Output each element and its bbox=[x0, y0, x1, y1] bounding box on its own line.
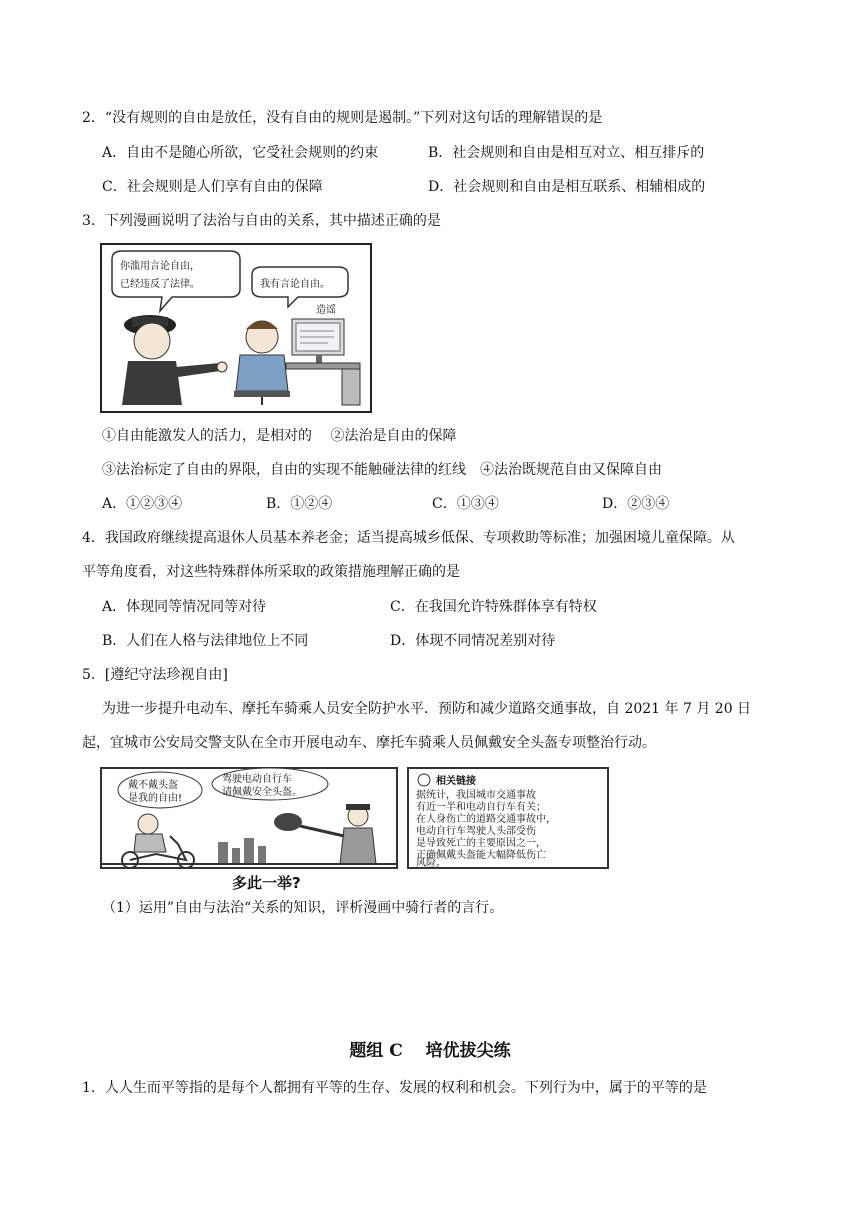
q5-side-text-3: 在人身伤亡的道路交通事故中， bbox=[416, 814, 556, 825]
q2-option-a: A．自由不是随心所欲，它受社会规则的约束 bbox=[102, 145, 379, 161]
q5-bubble-officer-line1: 驾驶电动自行车 bbox=[222, 774, 292, 785]
section-c-title: 题组 C 培优拔尖练 bbox=[349, 1041, 511, 1061]
q5-subquestion-1: （1）运用”自由与法治“关系的知识，评析漫画中骑行者的言行。 bbox=[102, 900, 504, 916]
q3-bubble-left-line1: 你滥用言论自由， bbox=[120, 261, 200, 272]
q3-cartoon bbox=[100, 243, 372, 413]
q4-stem-line1: 4．我国政府继续提高退休人员基本养老金；适当提高城乡低保、专项救助等标准；加强困境儿童保障。从 bbox=[82, 530, 735, 546]
q3-option-b: B．①②④ bbox=[266, 496, 333, 512]
q3-statements-line1: ①自由能激发人的活力，是相对的 ②法治是自由的保障 bbox=[102, 428, 457, 444]
q5-side-text-1: 据统计，我国城市交通事故 bbox=[416, 790, 536, 801]
q4-option-b: B．人们在人格与法律地位上不同 bbox=[102, 633, 309, 649]
q5-paragraph-line2: 起，宜城市公安局交警支队在全市开展电动车、摩托车骑乘人员佩戴安全头盔专项整治行动。 bbox=[82, 735, 656, 751]
q5-side-text-2: 有近一半和电动自行车有关； bbox=[416, 802, 546, 813]
q5-bubble-officer-line2: 请佩戴安全头盔。 bbox=[222, 787, 302, 798]
q3-screen-label: 造谣 bbox=[316, 305, 336, 316]
q5-cartoon bbox=[100, 764, 612, 894]
q5-side-text-5: 是导致死亡的主要原因之一， bbox=[416, 838, 546, 849]
q5-side-text-7: 风险。 bbox=[416, 858, 446, 869]
q3-statements-line2: ③法治标定了自由的界限，自由的实现不能触碰法律的红线 ④法治既规范自由又保障自由 bbox=[102, 462, 662, 478]
q3-stem: 3．下列漫画说明了法治与自由的关系，其中描述正确的是 bbox=[82, 213, 441, 229]
q3-option-c: C．①③④ bbox=[432, 496, 499, 512]
q2-option-d: D．社会规则和自由是相互联系、相辅相成的 bbox=[428, 179, 706, 195]
q3-bubble-right: 我有言论自由。 bbox=[260, 279, 330, 290]
q4-option-d: D．体现不同情况差别对待 bbox=[390, 633, 556, 649]
q5-side-text-4: 电动自行车驾驶人头部受伤 bbox=[416, 826, 536, 837]
q4-stem-line2: 平等角度看，对这些特殊群体所采取的政策措施理解正确的是 bbox=[82, 564, 460, 580]
q4-option-c: C．在我国允许特殊群体享有特权 bbox=[390, 599, 597, 615]
q5-side-title: 相关链接 bbox=[436, 776, 476, 787]
q2-stem: 2．“没有规则的自由是放任，没有自由的规则是遏制。”下列对这句话的理解错误的是 bbox=[82, 110, 603, 126]
q2-option-c: C．社会规则是人们享有自由的保障 bbox=[102, 179, 323, 195]
q4-option-a: A．体现同等情况同等对待 bbox=[102, 599, 267, 615]
q5-stem: 5．[遵纪守法珍视自由] bbox=[82, 667, 228, 683]
q3-bubble-left-line2: 已经违反了法律。 bbox=[120, 279, 200, 290]
q3-option-a: A．①②③④ bbox=[102, 496, 183, 512]
q3-option-d: D．②③④ bbox=[602, 496, 670, 512]
q5-paragraph-line1: 为进一步提升电动车、摩托车骑乘人员安全防护水平．预防和减少道路交通事故，自 2021 年 7 月 20 日 bbox=[102, 701, 752, 717]
section-c-q1: 1．人人生而平等指的是每个人都拥有平等的生存、发展的权利和机会。下列行为中，属于的平等的是 bbox=[82, 1080, 707, 1096]
q5-bubble-rider-line1: 戴不戴头盔 bbox=[128, 780, 178, 791]
q5-bubble-rider-line2: 是我的自由! bbox=[128, 793, 183, 804]
q5-cartoon-caption: 多此一举? bbox=[232, 874, 301, 892]
q5-side-text-6: 正确佩戴头盔能大幅降低伤亡 bbox=[416, 850, 546, 861]
q2-option-b: B．社会规则和自由是相互对立、相互排斥的 bbox=[428, 145, 705, 161]
